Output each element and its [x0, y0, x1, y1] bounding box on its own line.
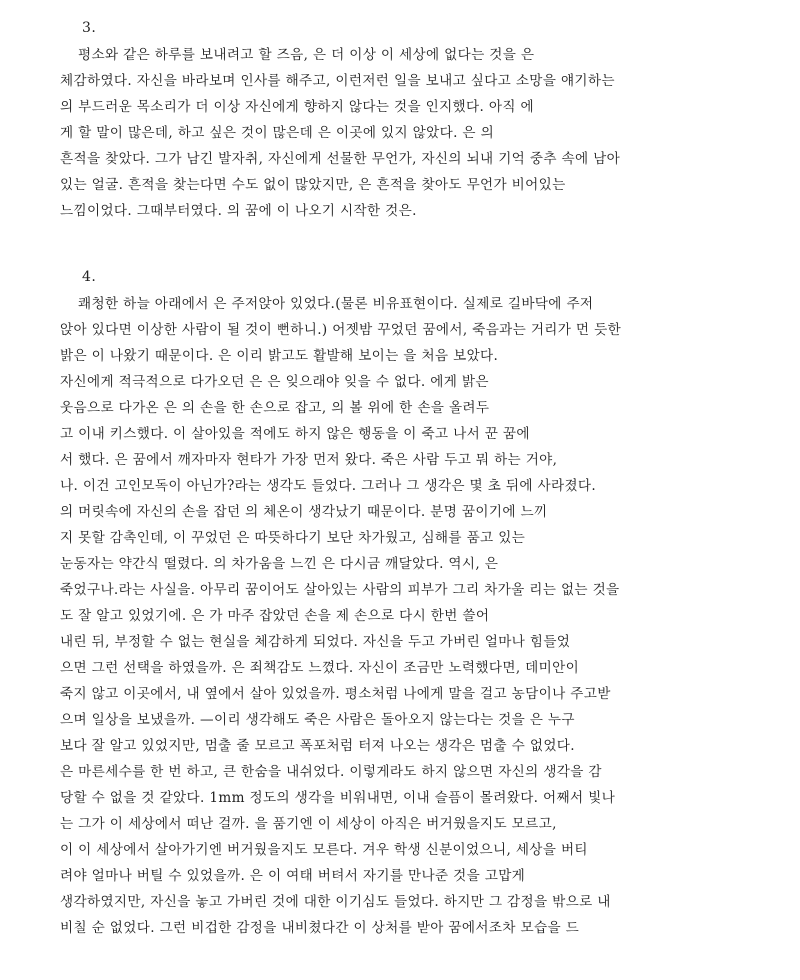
- text-line: 이 이 세상에서 살아가기엔 버거웠을지도 모른다. 겨우 학생 신분이었으니, 세상을 버티: [60, 842, 588, 858]
- text-line: 나. 이건 고인모독이 아닌가?라는 생각도 들었다. 그러나 그 생각은 몇 초 뒤에 사라졌다.: [60, 478, 597, 494]
- text-line: 느낌이었다. 그때부터였다. 의 꿈에 이 나오기 시작한 것은.: [60, 203, 417, 219]
- text-line: 의 부드러운 목소리가 더 이상 자신에게 향하지 않다는 것을 인지했다. 아직 에: [60, 99, 534, 115]
- text-line: 의 머릿속에 자신의 손을 잡던 의 체온이 생각났기 때문이다. 분명 꿈이기에 느끼: [60, 504, 548, 520]
- text-line: 눈동자는 약간식 떨렸다. 의 차가움을 느낀 은 다시금 깨달았다. 역시, 은: [60, 556, 499, 572]
- text-line: 자신에게 적극적으로 다가오던 은 은 잊으래야 잊을 수 없다. 에게 밝은: [60, 374, 489, 390]
- text-line: 려야 얼마나 버틸 수 있었을까. 은 이 여태 버텨서 자기를 만나준 것을 고맙게: [60, 868, 526, 884]
- text-line: 는 그가 이 세상에서 떠난 걸까. 을 품기엔 이 세상이 아직은 버거웠을지도 모르고,: [60, 816, 557, 832]
- text-line: 당할 수 없을 것 같았다. 1mm 정도의 생각을 비워내면, 이내 슬픔이 몰려왔다. 어째서 빛나: [60, 790, 616, 806]
- text-line: 으면 그런 선택을 하였을까. 은 죄책감도 느꼈다. 자신이 조금만 노력했다면, 데미안이: [60, 660, 580, 676]
- paragraph: [60, 291, 750, 941]
- text-line: 있는 얼굴. 흔적을 찾는다면 수도 없이 많았지만, 은 흔적을 찾아도 무언가 비어있는: [60, 177, 566, 193]
- text-line: 비칠 순 없었다. 그런 비겁한 감정을 내비쳤다간 이 상처를 받아 꿈에서조차 모습을 드: [60, 920, 580, 936]
- paragraph: [60, 42, 750, 224]
- text-line: 쾌청한 하늘 아래에서 은 주저앉아 있었다.(물론 비유표현이다. 실제로 길바닥에 주저: [78, 296, 594, 312]
- text-line: 서 했다. 은 꿈에서 깨자마자 현타가 가장 먼저 왔다. 죽은 사람 두고 뭐 하는 거야,: [60, 452, 558, 468]
- section-4: [60, 263, 750, 941]
- text-line: 지 못할 감촉인데, 이 꾸었던 은 따뜻하다기 보단 차가웠고, 심해를 품고 있는: [60, 530, 526, 546]
- text-line: 평소와 같은 하루를 보내려고 할 즈음, 은 더 이상 이 세상에 없다는 것을 은: [78, 47, 535, 63]
- text-line: 고 이내 키스했다. 이 살아있을 적에도 하지 않은 행동을 이 죽고 나서 꾼 꿈에: [60, 426, 530, 442]
- text-line: 은 마른세수를 한 번 하고, 큰 한숨을 내쉬었다. 이렇게라도 하지 않으면 자신의 생각을 감: [60, 764, 602, 780]
- text-line: 죽었구나.라는 사실을. 아무리 꿈이어도 살아있는 사람의 피부가 그리 차가울 리는 없는 것을: [60, 582, 620, 598]
- text-line: 죽지 않고 이곳에서, 내 옆에서 살아 있었을까. 평소처럼 나에게 말을 걸고 농담이나 주고받: [60, 686, 611, 702]
- text-line: 생각하였지만, 자신을 놓고 가버린 것에 대한 이기심도 들었다. 하지만 그 감정을 밖으로 내: [60, 894, 611, 910]
- section-number: 3.: [82, 20, 97, 36]
- text-line: 게 할 말이 많은데, 하고 싶은 것이 많은데 은 이곳에 있지 않았다. 은 의: [60, 125, 495, 141]
- text-line: 앉아 있다면 이상한 사람이 될 것이 뻔하니.) 어젯밤 꾸었던 꿈에서, 죽음과는 거리가 먼 듯한: [60, 322, 622, 338]
- section-3: [60, 14, 750, 224]
- text-line: 밝은 이 나왔기 때문이다. 은 이리 밝고도 활발해 보이는 을 처음 보았다.: [60, 348, 499, 364]
- text-line: 체감하였다. 자신을 바라보며 인사를 해주고, 이런저런 일을 보내고 싶다고 소망을 얘기하는: [60, 73, 615, 89]
- text-line: 내린 뒤, 부정할 수 없는 현실을 체감하게 되었다. 자신을 두고 가버린 얼마나 힘들었: [60, 634, 571, 650]
- text-line: 흔적을 찾았다. 그가 남긴 발자취, 자신에게 선물한 무언가, 자신의 뇌내 기억 중추 속에 남아: [60, 151, 621, 167]
- section-number: 4.: [82, 269, 97, 285]
- text-line: 도 잘 알고 있었기에. 은 가 마주 잡았던 손을 제 손으로 다시 한번 쓸어: [60, 608, 490, 624]
- text-line: 웃음으로 다가온 은 의 손을 한 손으로 잡고, 의 볼 위에 한 손을 올려두: [60, 400, 490, 416]
- text-line: 으며 일상을 보냈을까. —이리 생각해도 죽은 사람은 돌아오지 않는다는 것을 은 누구: [60, 712, 575, 728]
- text-line: 보다 잘 알고 있었지만, 멈출 줄 모르고 폭포처럼 터져 나오는 생각은 멈출 수 없었다.: [60, 738, 575, 754]
